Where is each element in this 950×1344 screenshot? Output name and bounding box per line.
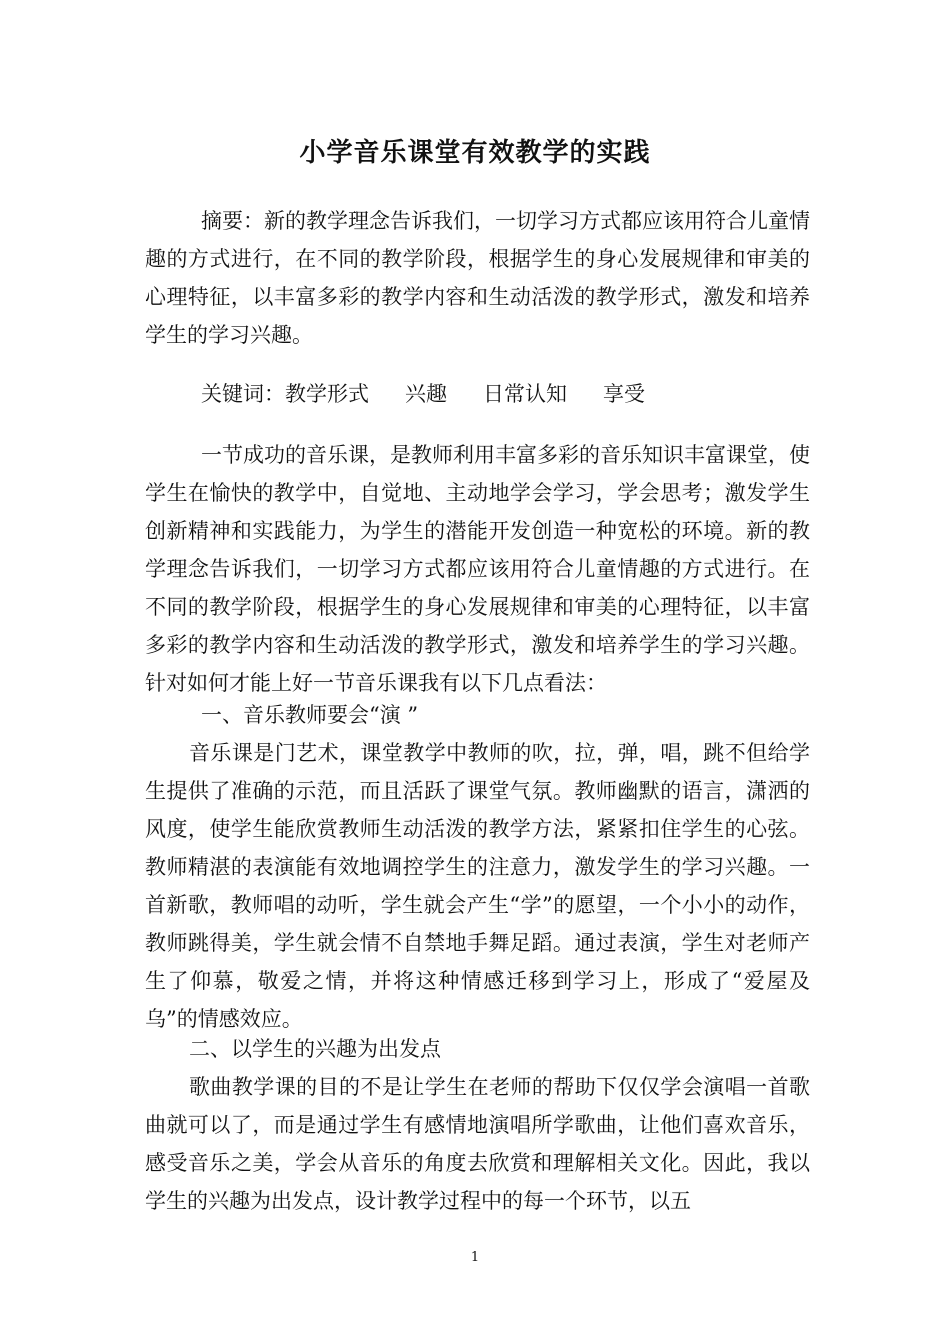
keywords-label: 关键词：	[201, 382, 285, 406]
keyword-item: 教学形式	[285, 382, 369, 406]
body-paragraph-2: 音乐课是门艺术，课堂教学中教师的吹，拉，弹，唱，跳不但给学生提供了准确的示范，而且活跃了课堂气氛。教师幽默的语言，潇洒的风度，使学生能欣赏教师生动活泼的教学方法，紧紧扣住学生的心弦。教师精湛的表演能有效地调控学生的注意力，激发学生的学习兴趣。一首新歌，教师唱的动听，学生就会产生“学”的愿望，一个小小的动作，教师跳得美，学生就会情不自禁地手舞足蹈。通过表演，学生对老师产生了仰慕，敬爱之情，并将这种情感迁移到学习上，形成了“爱屋及乌”的情感效应。	[145, 741, 810, 1031]
keyword-item: 享受	[603, 382, 645, 406]
keyword-item: 日常认知	[483, 382, 567, 406]
section-heading-1: 一、音乐教师要会“演 ”	[201, 703, 419, 727]
section-heading-2: 二、以学生的兴趣为出发点	[189, 1037, 441, 1061]
abstract-paragraph: 摘要：新的教学理念告诉我们，一切学习方式都应该用符合儿童情趣的方式进行，在不同的教学阶段，根据学生的身心发展规律和审美的心理特征，以丰富多彩的教学内容和生动活泼的教学形式，激发和培养学生的学习兴趣。	[145, 209, 810, 347]
page-number: 1	[470, 1250, 480, 1265]
body-paragraph-3: 歌曲教学课的目的不是让学生在老师的帮助下仅仅学会演唱一首歌曲就可以了，而是通过学生有感情地演唱所学歌曲，让他们喜欢音乐，感受音乐之美，学会从音乐的角度去欣赏和理解相关文化。因此，我以学生的兴趣为出发点，设计教学过程中的每一个环节，以五	[145, 1075, 810, 1213]
document-title: 小学音乐课堂有效教学的实践	[299, 138, 651, 168]
keyword-item: 兴趣	[405, 382, 447, 406]
keywords-line	[201, 375, 801, 413]
body-paragraph-1: 一节成功的音乐课，是教师利用丰富多彩的音乐知识丰富课堂，使学生在愉快的教学中，自觉地、主动地学会学习，学会思考；激发学生创新精神和实践能力，为学生的潜能开发创造一种宽松的环境。新的教学理念告诉我们，一切学习方式都应该用符合儿童情趣的方式进行。在不同的教学阶段，根据学生的身心发展规律和审美的心理特征，以丰富多彩的教学内容和生动活泼的教学形式，激发和培养学生的学习兴趣。针对如何才能上好一节音乐课我有以下几点看法：	[145, 443, 810, 695]
